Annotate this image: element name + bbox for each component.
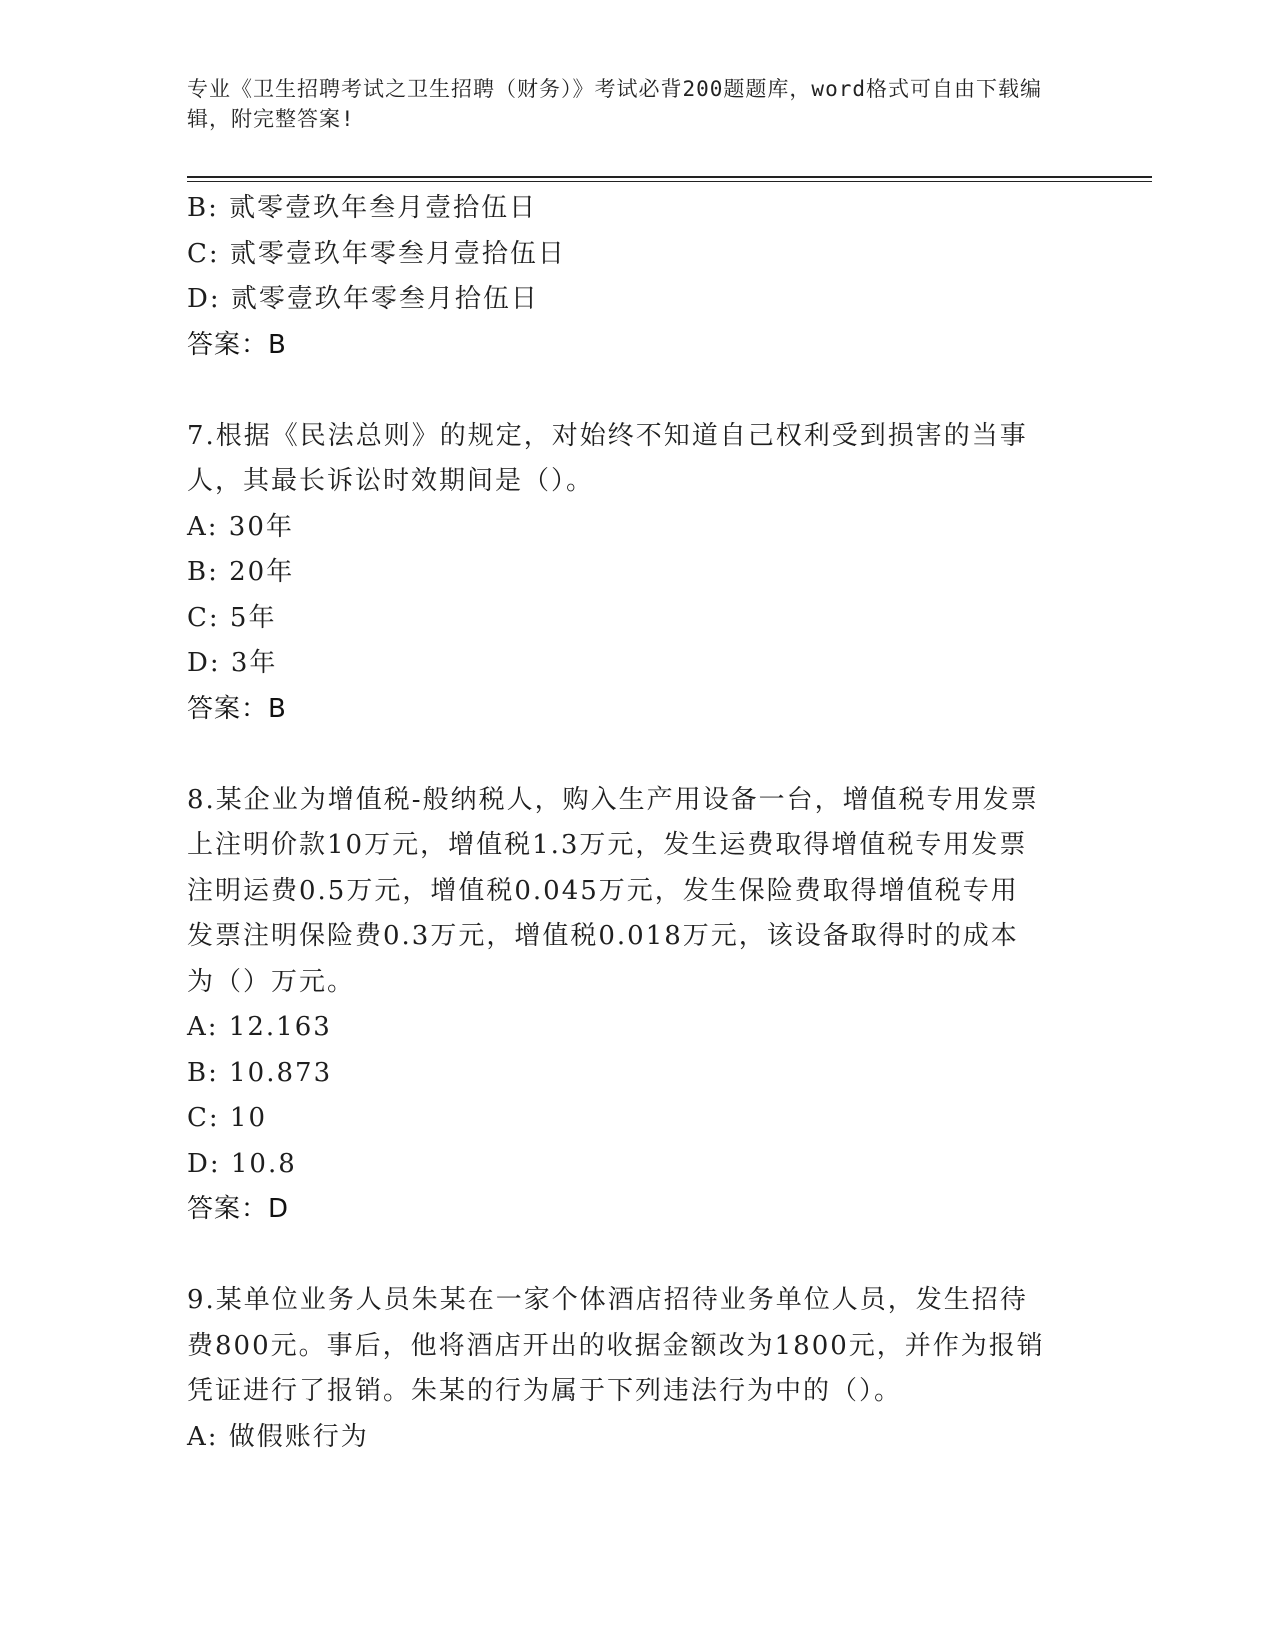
spacer (187, 732, 1067, 778)
question-8-stem-line-4: 发票注明保险费0.3万元，增值税0.018万元，该设备取得时的成本 (187, 921, 1019, 951)
option-b: B: 贰零壹玖年叁月壹拾伍日 (187, 193, 538, 223)
question-7-option-c: C: 5年 (187, 602, 277, 633)
question-7-stem-line-1: 7.根据《民法总则》的规定，对始终不知道自己权利受到损害的当事 (187, 420, 1028, 451)
question-7-answer: 答案：B (187, 693, 287, 724)
question-7-option-a: A: 30年 (187, 511, 294, 542)
question-8-option-c: C: 10 (187, 1103, 268, 1133)
question-8-stem-line-5: 为（）万元。 (187, 966, 356, 997)
question-8-option-a: A: 12.163 (187, 1012, 332, 1042)
question-8-option-d: D: 10.8 (187, 1148, 297, 1179)
question-7-option-d: D: 3年 (187, 648, 278, 678)
spacer (187, 1233, 1067, 1279)
question-8-answer: 答案：D (187, 1194, 290, 1224)
header-rule-thick (187, 176, 1152, 178)
answer: 答案：B (187, 329, 287, 360)
question-9-stem-line-2: 费800元。事后，他将酒店开出的收据金额改为1800元，并作为报销 (187, 1330, 1045, 1361)
question-9-stem-line-3: 凭证进行了报销。朱某的行为属于下列违法行为中的（）。 (187, 1376, 903, 1406)
question-7-option-b: B: 20年 (187, 557, 295, 587)
question-content (187, 186, 1067, 1460)
question-8-stem-line-3: 注明运费0.5万元，增值税0.045万元，发生保险费取得增值税专用 (187, 875, 1019, 906)
option-c: C: 贰零壹玖年零叁月壹拾伍日 (187, 238, 566, 269)
question-7-stem-line-2: 人，其最长诉讼时效期间是（）。 (187, 466, 595, 496)
spacer (187, 368, 1067, 414)
option-d: D: 贰零壹玖年零叁月拾伍日 (187, 284, 539, 314)
question-9-option-a: A: 做假账行为 (187, 1421, 369, 1452)
document-header: 专业《卫生招聘考试之卫生招聘（财务）》考试必背200题题库，word格式可自由下载编辑，附完整答案! (187, 77, 1042, 131)
question-8-stem-line-2: 上注明价款10万元，增值税1.3万元，发生运费取得增值税专用发票 (187, 830, 1028, 860)
header-rule-thin (187, 181, 1152, 182)
question-9-stem-line-1: 9.某单位业务人员朱某在一家个体酒店招待业务单位人员，发生招待 (187, 1285, 1028, 1315)
question-8-option-b: B: 10.873 (187, 1057, 333, 1088)
question-8-stem-line-1: 8.某企业为增值税-般纳税人，购入生产用设备一台，增值税专用发票 (187, 784, 1039, 815)
